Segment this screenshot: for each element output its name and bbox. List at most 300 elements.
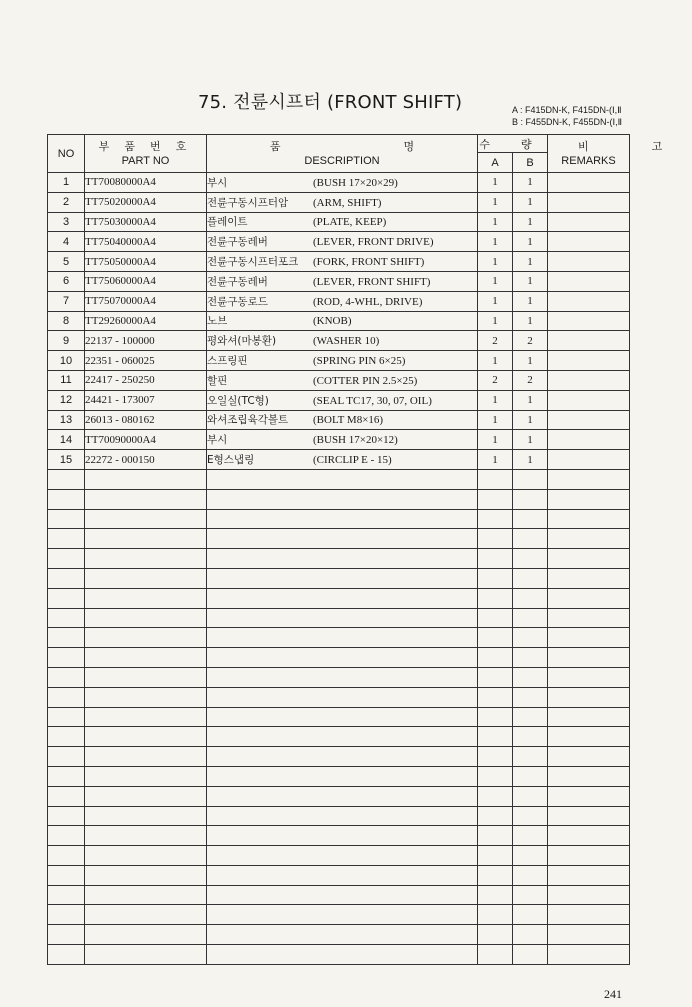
cell-remarks: [548, 885, 630, 905]
cell-qty-a: 1: [478, 291, 513, 311]
cell-qty-b: 1: [513, 351, 548, 371]
cell-qty-b: 1: [513, 311, 548, 331]
table-row: [48, 826, 630, 846]
cell-qty-b: 1: [513, 192, 548, 212]
cell-part-no: [85, 766, 207, 786]
description-korean: 부시: [207, 434, 228, 447]
cell-qty-a: [478, 608, 513, 628]
cell-description: [207, 865, 478, 885]
cell-qty-a: [478, 687, 513, 707]
cell-part-no: [85, 747, 207, 767]
cell-remarks: [548, 727, 630, 747]
cell-qty-b: 1: [513, 212, 548, 232]
cell-remarks: [548, 925, 630, 945]
cell-no: [48, 687, 85, 707]
cell-qty-a: 1: [478, 271, 513, 291]
table-row: [48, 351, 630, 371]
cell-no: [48, 608, 85, 628]
cell-qty-b: [513, 648, 548, 668]
cell-description: [207, 390, 478, 410]
cell-no: [48, 885, 85, 905]
cell-description: [207, 489, 478, 509]
table-row: [48, 529, 630, 549]
cell-description: [207, 727, 478, 747]
cell-description: [207, 252, 478, 272]
cell-no: 15: [48, 450, 85, 470]
cell-description: [207, 331, 478, 351]
cell-part-no: [85, 925, 207, 945]
cell-no: [48, 766, 85, 786]
description-english: (LEVER, FRONT SHIFT): [313, 275, 431, 288]
cell-qty-b: 1: [513, 450, 548, 470]
cell-qty-a: [478, 727, 513, 747]
cell-description: [207, 925, 478, 945]
cell-part-no: [85, 588, 207, 608]
description-english: (WASHER 10): [313, 335, 380, 348]
cell-no: [48, 865, 85, 885]
description-korean: 전륜구동시프터암: [207, 196, 289, 209]
cell-no: [48, 925, 85, 945]
cell-no: [48, 529, 85, 549]
cell-qty-a: 2: [478, 370, 513, 390]
table-row: [48, 549, 630, 569]
cell-qty-b: [513, 925, 548, 945]
cell-remarks: [548, 865, 630, 885]
cell-remarks: [548, 628, 630, 648]
table-row: [48, 291, 630, 311]
cell-remarks: [548, 766, 630, 786]
description-english: (PLATE, KEEP): [313, 216, 387, 229]
table-row: [48, 806, 630, 826]
page-title: 75. 전륜시프터 (FRONT SHIFT): [198, 92, 463, 113]
table-row: [48, 410, 630, 430]
cell-qty-a: [478, 905, 513, 925]
cell-remarks: [548, 291, 630, 311]
cell-part-no: [85, 509, 207, 529]
description-english: (CIRCLIP E - 15): [313, 454, 392, 467]
cell-qty-b: [513, 945, 548, 965]
cell-description: [207, 311, 478, 331]
cell-part-no: 26013 - 080162: [85, 410, 207, 430]
cell-part-no: [85, 707, 207, 727]
cell-no: [48, 667, 85, 687]
cell-no: [48, 469, 85, 489]
cell-part-no: [85, 628, 207, 648]
cell-no: 1: [48, 173, 85, 193]
cell-description: [207, 707, 478, 727]
cell-description: [207, 747, 478, 767]
table-row: [48, 192, 630, 212]
cell-qty-a: [478, 846, 513, 866]
header-part-no: [85, 135, 207, 173]
cell-description: [207, 271, 478, 291]
description-english: (ROD, 4-WHL, DRIVE): [313, 295, 423, 308]
header-qty-a: A: [478, 153, 513, 173]
cell-qty-b: [513, 549, 548, 569]
cell-no: 8: [48, 311, 85, 331]
page-number: 241: [604, 987, 622, 1001]
header-desc-en: DESCRIPTION: [304, 154, 380, 167]
description-english: (BUSH 17×20×12): [313, 434, 398, 447]
cell-remarks: [548, 173, 630, 193]
cell-qty-a: 1: [478, 173, 513, 193]
description-korean: 오일실(TC형): [207, 394, 269, 407]
cell-qty-a: 1: [478, 212, 513, 232]
cell-no: 10: [48, 351, 85, 371]
header-description: [207, 135, 478, 173]
table-row: [48, 667, 630, 687]
header-qty-b: B: [513, 153, 548, 173]
description-english: (LEVER, FRONT DRIVE): [313, 236, 434, 249]
cell-remarks: [548, 826, 630, 846]
table-row: [48, 588, 630, 608]
cell-remarks: [548, 212, 630, 232]
cell-qty-b: [513, 667, 548, 687]
table-row: [48, 271, 630, 291]
cell-no: 14: [48, 430, 85, 450]
cell-description: [207, 410, 478, 430]
cell-remarks: [548, 568, 630, 588]
description-korean: 전륜구동시프터포크: [207, 256, 299, 269]
cell-qty-a: [478, 786, 513, 806]
description-korean: 전륜구동레버: [207, 275, 268, 288]
cell-part-no: 22272 - 000150: [85, 450, 207, 470]
table-row: [48, 687, 630, 707]
cell-part-no: [85, 529, 207, 549]
model-b: B : F455DN-K, F455DN-(Ⅰ,Ⅱ: [512, 117, 623, 127]
cell-qty-a: [478, 865, 513, 885]
cell-qty-a: 1: [478, 450, 513, 470]
cell-qty-b: 1: [513, 232, 548, 252]
cell-remarks: [548, 489, 630, 509]
cell-qty-b: [513, 608, 548, 628]
cell-remarks: [548, 786, 630, 806]
cell-part-no: [85, 608, 207, 628]
cell-no: 5: [48, 252, 85, 272]
cell-no: [48, 588, 85, 608]
description-korean: 평와셔(마봉환): [207, 335, 277, 348]
cell-part-no: [85, 489, 207, 509]
cell-qty-b: 1: [513, 291, 548, 311]
cell-part-no: TT75030000A4: [85, 212, 207, 232]
cell-qty-b: [513, 766, 548, 786]
table-row: [48, 568, 630, 588]
table-row: [48, 212, 630, 232]
cell-qty-a: 1: [478, 430, 513, 450]
cell-qty-a: 1: [478, 311, 513, 331]
description-english: (ARM, SHIFT): [313, 196, 382, 209]
cell-description: [207, 232, 478, 252]
description-english: (BOLT M8×16): [313, 414, 384, 427]
cell-part-no: 24421 - 173007: [85, 390, 207, 410]
cell-part-no: TT75070000A4: [85, 291, 207, 311]
cell-qty-a: 1: [478, 252, 513, 272]
cell-no: [48, 747, 85, 767]
model-a: A : F415DN-K, F415DN-(Ⅰ,Ⅱ: [512, 105, 622, 115]
cell-qty-a: [478, 925, 513, 945]
cell-qty-a: 1: [478, 410, 513, 430]
cell-no: [48, 509, 85, 529]
header-no: NO: [48, 135, 85, 173]
cell-part-no: 22417 - 250250: [85, 370, 207, 390]
cell-remarks: [548, 608, 630, 628]
cell-description: [207, 687, 478, 707]
cell-qty-a: [478, 747, 513, 767]
cell-qty-b: [513, 727, 548, 747]
cell-qty-b: 1: [513, 271, 548, 291]
cell-no: 7: [48, 291, 85, 311]
cell-no: [48, 628, 85, 648]
cell-description: [207, 846, 478, 866]
cell-part-no: [85, 885, 207, 905]
cell-no: [48, 945, 85, 965]
cell-qty-b: [513, 687, 548, 707]
cell-qty-a: [478, 667, 513, 687]
cell-qty-a: [478, 885, 513, 905]
cell-qty-b: 1: [513, 390, 548, 410]
cell-part-no: [85, 905, 207, 925]
header-remarks-ko: 비 고: [578, 140, 692, 153]
cell-qty-b: [513, 509, 548, 529]
cell-no: [48, 707, 85, 727]
cell-remarks: [548, 370, 630, 390]
cell-remarks: [548, 588, 630, 608]
cell-no: 13: [48, 410, 85, 430]
cell-remarks: [548, 410, 630, 430]
cell-description: [207, 173, 478, 193]
cell-qty-b: [513, 786, 548, 806]
cell-qty-b: 1: [513, 173, 548, 193]
cell-description: [207, 628, 478, 648]
cell-description: [207, 766, 478, 786]
cell-part-no: [85, 727, 207, 747]
cell-no: 4: [48, 232, 85, 252]
cell-qty-a: 2: [478, 331, 513, 351]
cell-qty-a: [478, 945, 513, 965]
cell-qty-b: 2: [513, 370, 548, 390]
cell-qty-b: [513, 489, 548, 509]
cell-qty-b: [513, 846, 548, 866]
header-remarks: [548, 135, 692, 173]
cell-qty-b: [513, 529, 548, 549]
cell-no: [48, 905, 85, 925]
cell-qty-a: 1: [478, 351, 513, 371]
cell-remarks: [548, 351, 630, 371]
cell-qty-b: [513, 885, 548, 905]
cell-part-no: [85, 786, 207, 806]
cell-qty-a: [478, 588, 513, 608]
description-english: (BUSH 17×20×29): [313, 176, 398, 189]
cell-remarks: [548, 667, 630, 687]
table-row: [48, 786, 630, 806]
description-english: (SPRING PIN 6×25): [313, 355, 406, 368]
cell-no: [48, 806, 85, 826]
cell-qty-b: 2: [513, 331, 548, 351]
table-row: [48, 311, 630, 331]
table-row: [48, 331, 630, 351]
table-row: [48, 489, 630, 509]
cell-qty-a: [478, 549, 513, 569]
cell-qty-b: [513, 826, 548, 846]
cell-no: 11: [48, 370, 85, 390]
description-korean: 전륜구동레버: [207, 236, 268, 249]
cell-no: [48, 549, 85, 569]
cell-part-no: [85, 469, 207, 489]
cell-qty-a: [478, 648, 513, 668]
cell-no: [48, 568, 85, 588]
cell-description: [207, 786, 478, 806]
cell-description: [207, 351, 478, 371]
cell-qty-a: [478, 568, 513, 588]
cell-part-no: [85, 806, 207, 826]
description-korean: 와셔조립육각볼트: [207, 414, 289, 427]
cell-part-no: [85, 826, 207, 846]
table-row: [48, 430, 630, 450]
table-row: [48, 885, 630, 905]
table-row: [48, 846, 630, 866]
cell-no: [48, 846, 85, 866]
cell-remarks: [548, 687, 630, 707]
description-english: (COTTER PIN 2.5×25): [313, 374, 418, 387]
cell-remarks: [548, 905, 630, 925]
cell-qty-a: [478, 806, 513, 826]
header-desc-ko: 품 명: [269, 140, 475, 153]
cell-description: [207, 450, 478, 470]
table-row: [48, 747, 630, 767]
description-korean: 전륜구동로드: [207, 295, 268, 308]
cell-description: [207, 549, 478, 569]
cell-no: [48, 489, 85, 509]
table-row: [48, 925, 630, 945]
description-english: (FORK, FRONT SHIFT): [313, 256, 425, 269]
cell-remarks: [548, 430, 630, 450]
cell-qty-b: [513, 568, 548, 588]
cell-description: [207, 826, 478, 846]
cell-description: [207, 608, 478, 628]
cell-qty-b: [513, 588, 548, 608]
cell-remarks: [548, 271, 630, 291]
description-english: (KNOB): [313, 315, 352, 328]
description-korean: 노브: [207, 315, 228, 328]
cell-remarks: [548, 331, 630, 351]
table-row: [48, 628, 630, 648]
cell-no: 12: [48, 390, 85, 410]
cell-remarks: [548, 311, 630, 331]
cell-description: [207, 529, 478, 549]
cell-part-no: [85, 549, 207, 569]
header-part-en: PART NO: [121, 154, 170, 167]
cell-description: [207, 648, 478, 668]
cell-no: 3: [48, 212, 85, 232]
header-qty: 수 량: [478, 135, 548, 153]
cell-part-no: [85, 648, 207, 668]
description-korean: 스프링핀: [207, 355, 248, 368]
cell-remarks: [548, 529, 630, 549]
cell-part-no: TT75060000A4: [85, 271, 207, 291]
cell-qty-b: [513, 628, 548, 648]
cell-qty-b: [513, 747, 548, 767]
cell-description: [207, 370, 478, 390]
table-row: [48, 370, 630, 390]
model-legend: [512, 104, 622, 128]
cell-part-no: [85, 865, 207, 885]
table-row: [48, 469, 630, 489]
cell-description: [207, 885, 478, 905]
cell-remarks: [548, 945, 630, 965]
cell-qty-a: [478, 707, 513, 727]
cell-part-no: TT75020000A4: [85, 192, 207, 212]
cell-part-no: 22351 - 060025: [85, 351, 207, 371]
cell-qty-a: [478, 628, 513, 648]
cell-qty-b: [513, 905, 548, 925]
cell-qty-b: 1: [513, 252, 548, 272]
table-row: [48, 252, 630, 272]
cell-qty-a: 1: [478, 390, 513, 410]
cell-qty-a: 1: [478, 232, 513, 252]
header-remarks-en: REMARKS: [561, 154, 616, 167]
cell-no: [48, 786, 85, 806]
table-row: [48, 232, 630, 252]
cell-part-no: TT29260000A4: [85, 311, 207, 331]
description-korean: E형스냅링: [207, 454, 255, 467]
cell-remarks: [548, 648, 630, 668]
cell-part-no: TT75050000A4: [85, 252, 207, 272]
table-row: [48, 450, 630, 470]
cell-qty-a: [478, 529, 513, 549]
cell-description: [207, 905, 478, 925]
cell-no: [48, 727, 85, 747]
cell-description: [207, 192, 478, 212]
cell-description: [207, 806, 478, 826]
table-row: [48, 390, 630, 410]
cell-no: [48, 648, 85, 668]
description-korean: 플레이트: [207, 216, 248, 229]
cell-qty-b: 1: [513, 410, 548, 430]
cell-remarks: [548, 469, 630, 489]
cell-no: 2: [48, 192, 85, 212]
cell-qty-b: [513, 469, 548, 489]
cell-part-no: TT70080000A4: [85, 173, 207, 193]
description-english: (SEAL TC17, 30, 07, OIL): [313, 394, 432, 407]
cell-part-no: [85, 945, 207, 965]
cell-description: [207, 945, 478, 965]
cell-no: 6: [48, 271, 85, 291]
cell-description: [207, 212, 478, 232]
description-korean: 할핀: [207, 374, 228, 387]
cell-description: [207, 588, 478, 608]
cell-part-no: [85, 846, 207, 866]
cell-qty-a: [478, 826, 513, 846]
cell-qty-a: [478, 509, 513, 529]
cell-part-no: 22137 - 100000: [85, 331, 207, 351]
cell-part-no: [85, 568, 207, 588]
cell-remarks: [548, 549, 630, 569]
cell-qty-a: [478, 489, 513, 509]
cell-remarks: [548, 390, 630, 410]
cell-no: [48, 826, 85, 846]
table-row: [48, 905, 630, 925]
cell-part-no: [85, 667, 207, 687]
cell-qty-a: [478, 469, 513, 489]
cell-part-no: [85, 687, 207, 707]
cell-description: [207, 509, 478, 529]
cell-remarks: [548, 252, 630, 272]
table-row: [48, 865, 630, 885]
cell-description: [207, 430, 478, 450]
table-row: [48, 648, 630, 668]
table-row: [48, 945, 630, 965]
cell-remarks: [548, 232, 630, 252]
